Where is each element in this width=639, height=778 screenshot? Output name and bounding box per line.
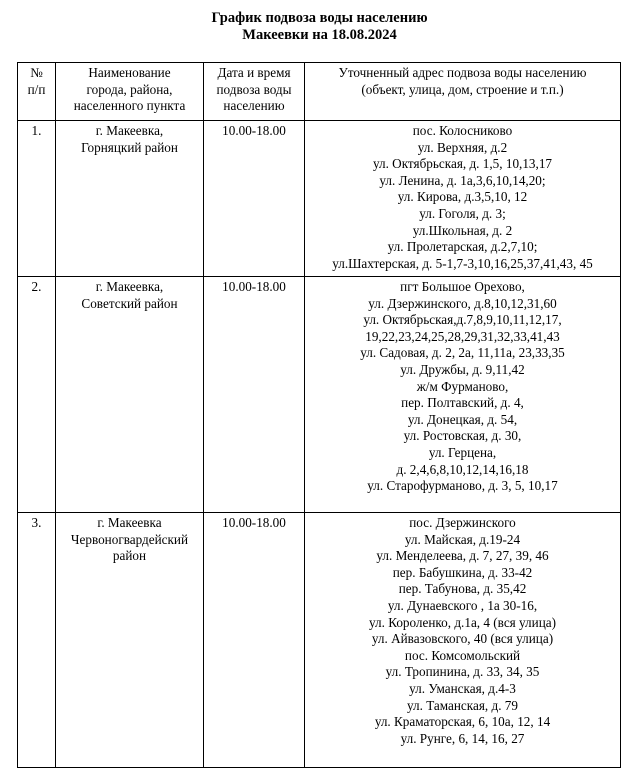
address-line: ул. Дружбы, д. 9,11,42	[400, 361, 525, 377]
address-line: ул. Октябрьская,д.7,8,9,10,11,12,17,	[363, 312, 562, 328]
address-line: ул. Краматорская, 6, 10а, 12, 14	[374, 714, 551, 730]
address-line: ул. Октябрьская, д. 1,5, 10,13,17	[372, 156, 553, 172]
document-title	[0, 10, 639, 44]
address-line: ул. Менделеева, д. 7, 27, 39, 46	[376, 548, 549, 564]
header-locality: Наименование города, района, населенного пункта	[56, 63, 204, 121]
address-line: пос. Колосниково	[412, 123, 513, 138]
address-line: пос. Комсомольский	[404, 647, 521, 663]
address-line: пер. Бабушкина, д. 33-42	[392, 564, 533, 580]
address-line: пер. Табунова, д. 35,42	[398, 581, 527, 597]
address-line: пер. Полтавский, д. 4,	[401, 395, 524, 411]
row-addresses	[305, 277, 621, 513]
address-line: пос. Дзержинского	[409, 515, 516, 530]
table-row	[18, 513, 621, 768]
address-line: ул. Гоголя, д. 3;	[419, 205, 506, 221]
row-number: 2.	[18, 277, 56, 513]
row-locality: г. Макеевка Червоногвардейский район	[56, 513, 204, 768]
row-addresses	[305, 121, 621, 277]
address-line: ул. Дзержинского, д.8,10,12,31,60	[368, 295, 557, 311]
address-line: ул. Садовая, д. 2, 2а, 11,11а, 23,33,35	[360, 345, 565, 361]
row-locality: г. Макеевка, Советский район	[56, 277, 204, 513]
row-number: 1.	[18, 121, 56, 277]
row-time: 10.00-18.00	[204, 121, 305, 277]
address-line: д. 2,4,6,8,10,12,14,16,18	[396, 461, 529, 477]
table-row	[18, 121, 621, 277]
title-line-1: График подвоза воды населению	[211, 10, 428, 26]
address-line: ул.Шахтерская, д. 5-1,7-3,10,16,25,37,41,43, 45	[332, 255, 593, 271]
address-line: ул.Школьная, д. 2	[412, 222, 513, 238]
row-time: 10.00-18.00	[204, 277, 305, 513]
address-line: ул. Тропинина, д. 33, 34, 35	[385, 664, 540, 680]
address-line: ул. Верхняя, д.2	[417, 139, 508, 155]
address-line: ул. Старофурманово, д. 3, 5, 10,17	[367, 478, 558, 494]
address-line: ул. Рунге, 6, 14, 16, 27	[400, 730, 525, 746]
row-locality: г. Макеевка, Горняцкий район	[56, 121, 204, 277]
address-line: ул. Ленина, д. 1а,3,6,10,14,20;	[379, 172, 546, 188]
header-datetime: Дата и время подвоза воды населению	[204, 63, 305, 121]
address-line: ул. Пролетарская, д.2,7,10;	[387, 239, 538, 255]
address-line: ул. Короленко, д.1а, 4 (вся улица)	[369, 614, 556, 630]
address-line: ул. Герцена,	[428, 444, 497, 460]
address-line: ж/м Фурманово,	[416, 378, 509, 394]
row-time: 10.00-18.00	[204, 513, 305, 768]
table-header-row	[18, 63, 621, 121]
row-addresses	[305, 513, 621, 768]
address-line: ул. Уманская, д.4-3	[409, 680, 516, 696]
title-line-2: Макеевки на 18.08.2024	[242, 27, 397, 43]
address-line: пгт Большое Орехово,	[400, 279, 525, 294]
address-line: ул. Майская, д.19-24	[404, 531, 521, 547]
address-line: ул. Донецкая, д. 54,	[407, 411, 518, 427]
address-line: ул. Кирова, д.3,5,10, 12	[397, 189, 528, 205]
header-address: Уточненный адрес подвоза воды населению (объект, улица, дом, строение и т.п.)	[305, 63, 621, 121]
address-line: ул. Ростовская, д. 30,	[403, 428, 522, 444]
row-number: 3.	[18, 513, 56, 768]
table-row	[18, 277, 621, 513]
header-number: № п/п	[18, 63, 56, 121]
address-line: 19,22,23,24,25,28,29,31,32,33,41,43	[365, 328, 560, 344]
address-line: ул. Айвазовского, 40 (вся улица)	[371, 631, 554, 647]
address-line: ул. Таманская, д. 79	[407, 697, 518, 713]
address-line: ул. Дунаевского , 1а 30-16,	[387, 597, 538, 613]
water-delivery-table	[17, 62, 621, 768]
